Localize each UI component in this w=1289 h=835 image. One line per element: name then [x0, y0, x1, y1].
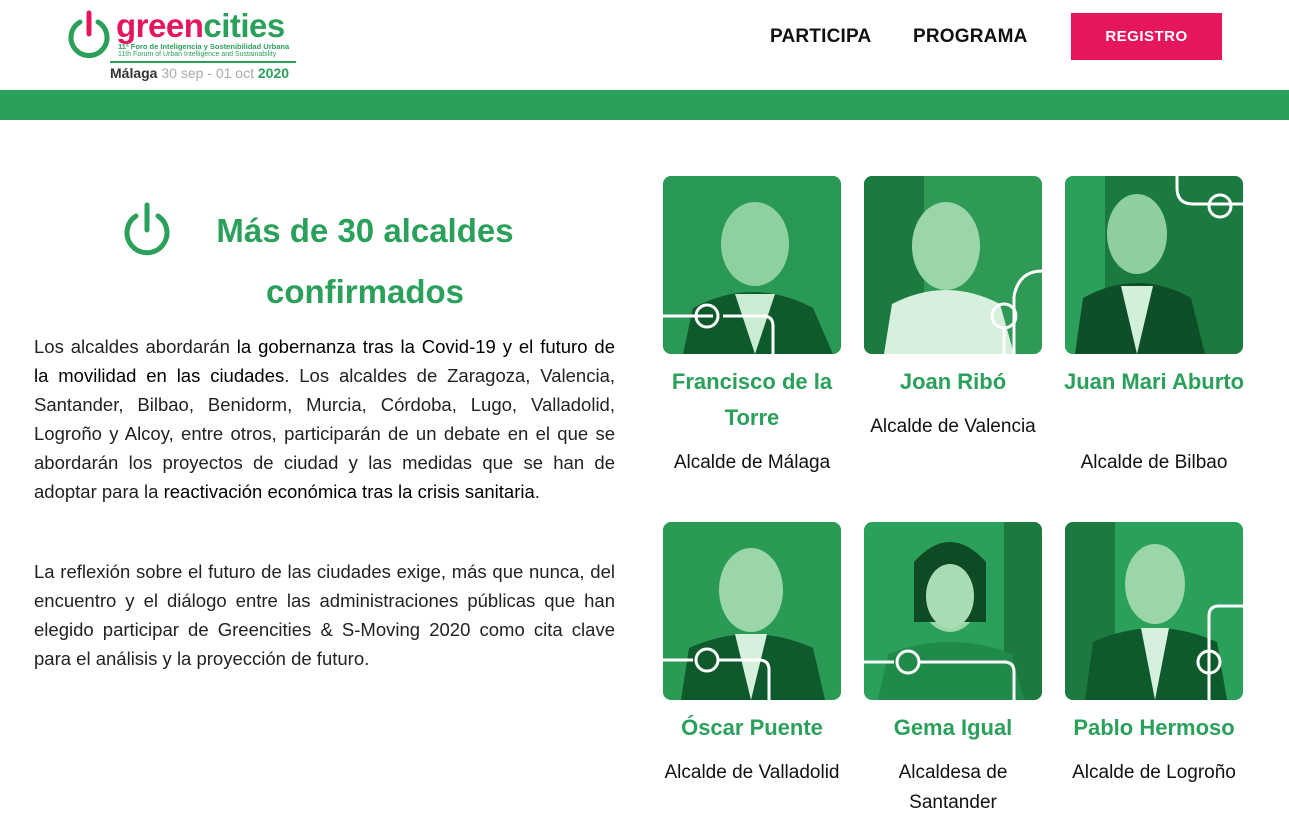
power-icon	[122, 202, 172, 256]
highlight-text: reactivación económica tras la crisis sanitaria	[163, 481, 535, 502]
mayor-name: Óscar Puente	[681, 715, 823, 740]
logo-subtitle-es: 11º Foro de Inteligencia y Sostenibilidad Urbana	[118, 42, 290, 51]
logo-event-date: Málaga 30 sep - 01 oct 2020	[110, 65, 290, 81]
mayor-photo	[864, 176, 1042, 354]
header-green-band	[0, 90, 1289, 120]
highlight-text: análisis y la proyección de futuro.	[95, 648, 370, 669]
mayor-role: Alcaldesa de Santander	[898, 762, 1008, 813]
mayor-name: Francisco de la Torre	[671, 369, 833, 430]
mayor-photo	[864, 522, 1042, 700]
mayor-role: Alcalde de Valencia	[870, 416, 1036, 437]
reflection-paragraph: La reflexión sobre el futuro de las ciudades exige, más que nunca, del encuentro y el diálogo entre las administraciones públicas que han elegido participar de Greencities & S-Moving 2020 como cita clave para el análisis y la proyección de futuro.	[34, 561, 615, 669]
mayor-name: Gema Igual	[893, 715, 1013, 740]
logo-divider	[110, 61, 296, 63]
mayor-name: Joan Ribó	[899, 369, 1007, 394]
mayor-photo	[663, 522, 841, 700]
mayor-role: Alcalde de Valladolid	[664, 762, 840, 783]
logo-subtitle-en: 11th Forum of Urban Intelligence and Sustainability	[118, 51, 277, 58]
site-header	[0, 0, 1289, 90]
greencities-logo[interactable]	[66, 8, 306, 84]
highlight-text: la gobernanza tras la Covid-19 y el futuro de la movilidad en las ciudades	[34, 336, 615, 386]
logo-wordmark: greencities	[116, 7, 285, 44]
mayor-role: Alcalde de Logroño	[1072, 762, 1236, 783]
mayor-photo	[1065, 176, 1243, 354]
power-icon	[66, 10, 112, 60]
mayor-role: Alcalde de Málaga	[673, 452, 831, 473]
mayor-role: Alcalde de Bilbao	[1080, 452, 1228, 473]
mayor-name: Juan Mari Aburto	[1063, 369, 1245, 394]
nav-programa[interactable]: PROGRAMA	[913, 26, 1028, 47]
intro-paragraph: Los alcaldes abordarán la gobernanza tras la Covid-19 y el futuro de la movilidad en las ciudades. Los alcaldes de Zaragoza, Valencia, Santander, Bilbao, Benidorm, Murcia, Córdoba, Lugo, Valladolid, Logroño y Alcoy, entre otros, participarán de un debate en el que se abordarán los proyectos de ciudad y las medidas que se han de adoptar para la reactivación económica tras la crisis sanitaria.	[34, 336, 615, 502]
mayor-photo	[1065, 522, 1243, 700]
mayor-name: Pablo Hermoso	[1073, 715, 1235, 740]
section-title: Más de 30 alcaldes confirmados	[216, 212, 514, 310]
nav-participa[interactable]: PARTICIPA	[770, 26, 872, 47]
mayor-photo	[663, 176, 841, 354]
registro-button[interactable]: REGISTRO	[1071, 13, 1222, 60]
